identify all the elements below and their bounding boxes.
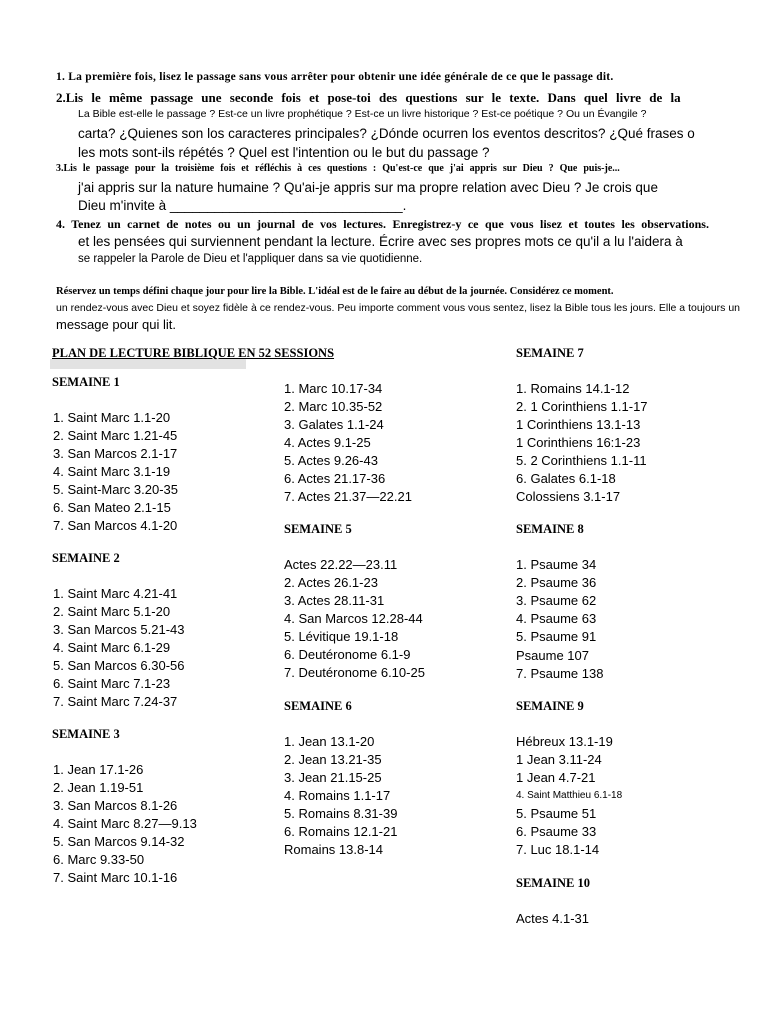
reading-item: 1 Jean 3.11-24 [516, 752, 602, 767]
reading-item: 2. 1 Corinthiens 1.1-17 [516, 399, 648, 414]
reading-item: 7. Actes 21.37—22.21 [284, 489, 412, 504]
reading-item: 5. Saint-Marc 3.20-35 [53, 482, 179, 497]
reading-item: 3. Actes 28.11-31 [284, 593, 385, 608]
week-8-title: SEMAINE 8 [516, 522, 584, 536]
instruction-3-heading: 3.Lis le passage pour la troisième fois et réfléchis à ces questions : Qu'est-ce que j'ai appris sur Dieu ? Que puis-je... [56, 163, 620, 174]
reading-item: 1. Psaume 34 [516, 557, 597, 572]
instruction-3-line2: j'ai appris sur la nature humaine ? Qu'ai-je appris sur ma propre relation avec Dieu ? Je crois que [78, 180, 658, 195]
reading-item: 7. Psaume 138 [516, 666, 604, 681]
reading-item: 5. Psaume 51 [516, 806, 597, 821]
reading-item: 1. Saint Marc 1.1-20 [53, 410, 171, 425]
reading-item: 3. San Marcos 2.1-17 [53, 446, 178, 461]
reading-item: Romains 13.8-14 [284, 842, 383, 857]
reading-item: 1 Jean 4.7-21 [516, 770, 596, 785]
reading-item: 4. San Marcos 12.28-44 [284, 611, 423, 626]
reading-item: 5. 2 Corinthiens 1.1-11 [516, 453, 647, 468]
instruction-2-line3: carta? ¿Quienes son los caracteres principales? ¿Dónde ocurren los eventos descritos? ¿Qué frases o [78, 126, 695, 141]
week-2-title: SEMAINE 2 [52, 551, 120, 565]
reading-item: 3. San Marcos 5.21-43 [53, 622, 185, 637]
reading-item: 6. Saint Marc 7.1-23 [53, 676, 171, 691]
reading-item: 1 Corinthiens 13.1-13 [516, 417, 641, 432]
reading-item: 6. Actes 21.17-36 [284, 471, 386, 486]
reading-item: 5. Romains 8.31-39 [284, 806, 398, 821]
reading-item: 7. Deutéronome 6.10-25 [284, 665, 425, 680]
reserve-line2: un rendez-vous avec Dieu et soyez fidèle à ce rendez-vous. Peu importe comment vous vous sentez, lisez la Bible tous les jours. Elle a toujours un [56, 302, 741, 314]
instruction-4-line3: se rappeler la Parole de Dieu et l'appliquer dans sa vie quotidienne. [78, 253, 423, 265]
reading-item: 3. Galates 1.1-24 [284, 417, 384, 432]
reading-item: 4. Actes 9.1-25 [284, 435, 371, 450]
instruction-4-heading: 4. Tenez un carnet de notes ou un journal de vos lectures. Enregistrez-y ce que vous lisez et toutes les observations. [56, 217, 709, 231]
reading-item: 2. Actes 26.1-23 [284, 575, 378, 590]
reading-item: 7. Saint Marc 10.1-16 [53, 870, 178, 885]
reading-item: 4. Saint Marc 6.1-29 [53, 640, 171, 655]
reading-item: 2. Psaume 36 [516, 575, 597, 590]
instruction-2-line2: La Bible est-elle le passage ? Est-ce un livre prophétique ? Est-ce un livre historique ? Est-ce poétique ? Ou un Évangile ? [78, 108, 647, 120]
reading-item: 2. Marc 10.35-52 [284, 399, 383, 414]
instruction-3-line3: Dieu m'invite à _______________________________. [78, 198, 407, 213]
week-6-title: SEMAINE 6 [284, 699, 352, 713]
instruction-2-heading: 2.Lis le même passage une seconde fois et pose-toi des questions sur le texte. Dans quel livre de la [56, 90, 681, 105]
reading-item: 1 Corinthiens 16:1-23 [516, 435, 641, 450]
reading-item: 1. Marc 10.17-34 [284, 381, 383, 396]
reading-item: 2. Jean 13.21-35 [284, 752, 382, 767]
reading-item: 3. San Marcos 8.1-26 [53, 798, 178, 813]
reading-item: Actes 4.1-31 [516, 911, 589, 926]
reading-item: 4. Psaume 63 [516, 611, 597, 626]
reading-item: 1. Romains 14.1-12 [516, 381, 630, 396]
week-3-title: SEMAINE 3 [52, 727, 120, 741]
reading-item: 5. Actes 9.26-43 [284, 453, 378, 468]
reading-item: 6. San Mateo 2.1-15 [53, 500, 171, 515]
reading-item: 7. Luc 18.1-14 [516, 842, 600, 857]
reading-item: 5. San Marcos 6.30-56 [53, 658, 185, 673]
reading-item: 4. Saint Matthieu 6.1-18 [516, 790, 623, 801]
week-9-title: SEMAINE 9 [516, 699, 584, 713]
reading-item: 2. Saint Marc 1.21-45 [53, 428, 178, 443]
instruction-4-line2: et les pensées qui surviennent pendant la lecture. Écrire avec ses propres mots ce qu'il a lu l'aidera à [78, 234, 683, 249]
week-5-title: SEMAINE 5 [284, 522, 352, 536]
week-1-title: SEMAINE 1 [52, 375, 120, 389]
reading-item: 3. Psaume 62 [516, 593, 597, 608]
reserve-line3: message pour qui lit. [56, 317, 176, 332]
instruction-1: 1. La première fois, lisez le passage sans vous arrêter pour obtenir une idée générale de ce que le passage dit. [56, 71, 614, 83]
instruction-2-line4: les mots sont-ils répétés ? Quel est l'intention ou le but du passage ? [78, 145, 490, 160]
reading-item: Hébreux 13.1-19 [516, 734, 613, 749]
reading-item: 2. Saint Marc 5.1-20 [53, 604, 171, 619]
week-7-title: SEMAINE 7 [516, 346, 584, 360]
reading-item: 3. Jean 21.15-25 [284, 770, 382, 785]
reading-item: Actes 22.22—23.11 [284, 557, 398, 572]
reading-item: 6. Galates 6.1-18 [516, 471, 616, 486]
reading-item: 1. Jean 17.1-26 [53, 762, 144, 777]
plan-title: PLAN DE LECTURE BIBLIQUE EN 52 SESSIONS [52, 346, 335, 360]
reading-item: 1. Jean 13.1-20 [284, 734, 375, 749]
reading-item: 4. Romains 1.1-17 [284, 788, 391, 803]
reading-item: 6. Deutéronome 6.1-9 [284, 647, 411, 662]
reading-item: 7. Saint Marc 7.24-37 [53, 694, 178, 709]
reading-item: 2. Jean 1.19-51 [53, 780, 144, 795]
reading-item: 7. San Marcos 4.1-20 [53, 518, 178, 533]
reading-item: 6. Romains 12.1-21 [284, 824, 398, 839]
reading-item: Colossiens 3.1-17 [516, 489, 621, 504]
reading-item: 5. San Marcos 9.14-32 [53, 834, 185, 849]
reading-item: 1. Saint Marc 4.21-41 [53, 586, 178, 601]
reading-item: 5. Psaume 91 [516, 629, 597, 644]
week-10-title: SEMAINE 10 [516, 876, 590, 890]
reading-item: 4. Saint Marc 3.1-19 [53, 464, 171, 479]
reading-item: 5. Lévitique 19.1-18 [284, 629, 399, 644]
reserve-line1: Réservez un temps défini chaque jour pour lire la Bible. L'idéal est de le faire au début de la journée. Considérez ce moment. [56, 286, 614, 297]
reading-item: Psaume 107 [516, 648, 589, 663]
reading-item: 6. Marc 9.33-50 [53, 852, 145, 867]
reading-item: 6. Psaume 33 [516, 824, 597, 839]
reading-item: 4. Saint Marc 8.27—9.13 [53, 816, 197, 831]
